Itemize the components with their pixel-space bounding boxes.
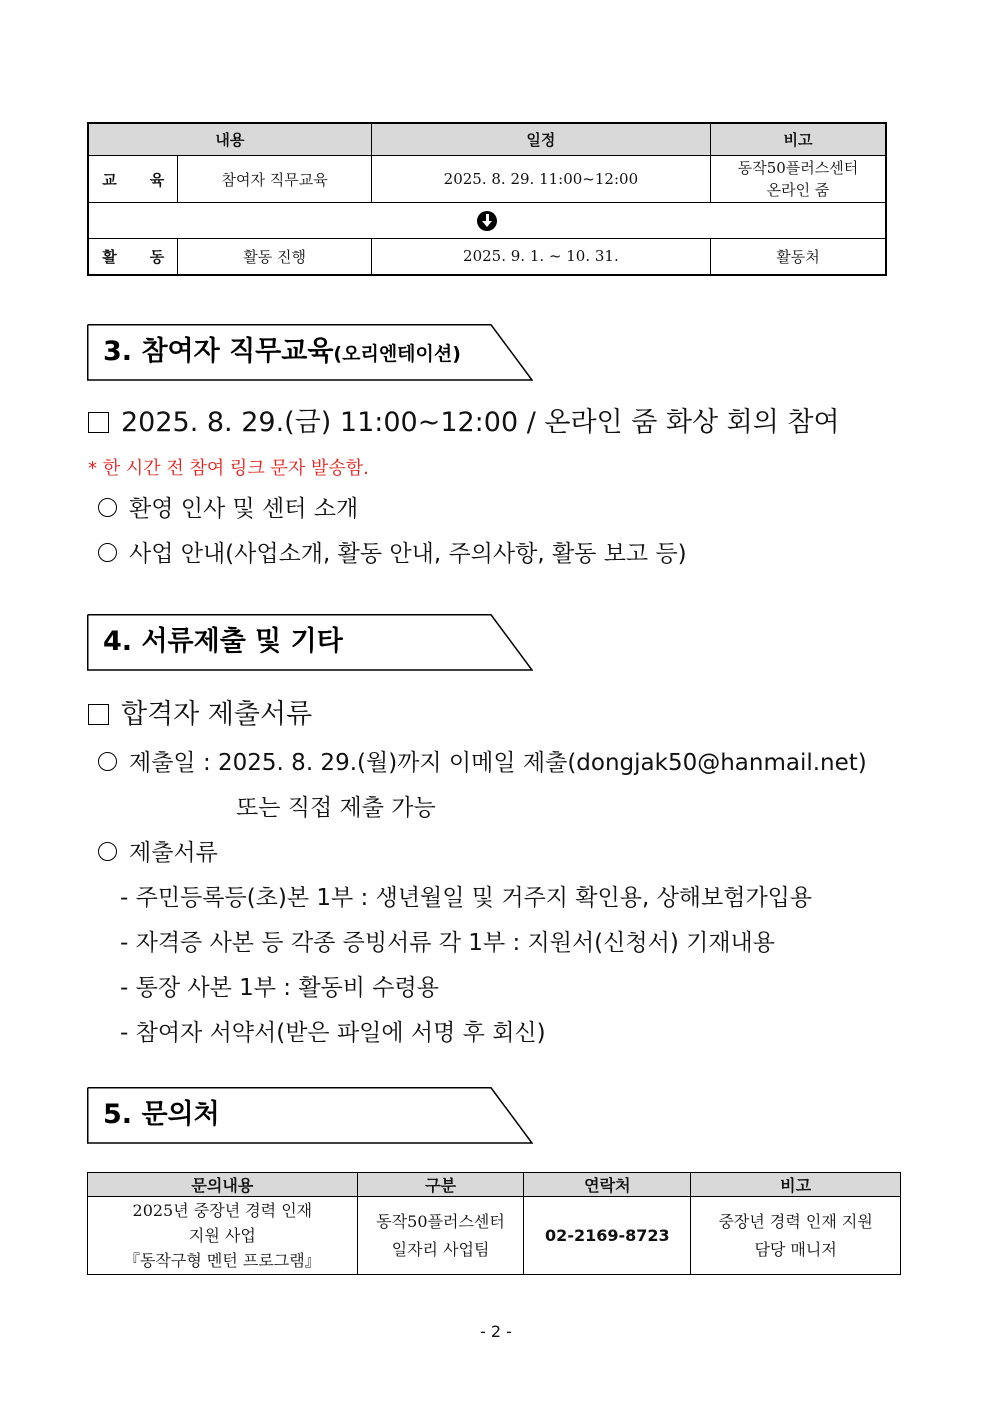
schedule-date: 2025. 9. 1. ~ 10. 31. bbox=[371, 239, 710, 275]
section-4-header bbox=[87, 614, 533, 670]
checkbox-square-icon bbox=[88, 704, 109, 725]
submit-date: 제출일 : 2025. 8. 29.(월)까지 이메일 제출(dongjak50@hanmail.net) bbox=[98, 744, 867, 777]
schedule-category: 활 동 bbox=[88, 239, 178, 275]
contact-header-remark: 비고 bbox=[691, 1173, 901, 1197]
schedule-date: 2025. 8. 29. 11:00~12:00 bbox=[371, 156, 710, 203]
table-row bbox=[88, 239, 886, 275]
list-item: - 참여자 서약서(받은 파일에 서명 후 회신) bbox=[120, 1020, 546, 1046]
table-row bbox=[88, 156, 886, 203]
schedule-header-note: 비고 bbox=[710, 123, 886, 156]
submit-date-cont: 또는 직접 제출 가능 bbox=[236, 795, 436, 821]
contact-phone: 02-2169-8723 bbox=[524, 1197, 691, 1275]
list-item: 사업 안내(사업소개, 활동 안내, 주의사항, 활동 보고 등) bbox=[98, 535, 687, 568]
schedule-note: 동작50플러스센터 온라인 줌 bbox=[710, 156, 886, 203]
list-item: - 자격증 사본 등 각종 증빙서류 각 1부 : 지원서(신청서) 기재내용 bbox=[120, 930, 775, 956]
contact-remark: 중장년 경력 인재 지원 담당 매니저 bbox=[691, 1197, 901, 1275]
section-5-title: 5. 문의처 bbox=[103, 1099, 220, 1130]
contact-table bbox=[87, 1172, 901, 1275]
schedule-table bbox=[87, 122, 887, 276]
arrow-row bbox=[88, 203, 886, 239]
section-3-main-item: 2025. 8. 29.(금) 11:00~12:00 / 온라인 줌 화상 회의 참여 bbox=[88, 400, 840, 439]
contact-inquiry: 2025년 중장년 경력 인재 지원 사업 『동작구형 멘턴 프로그램』 bbox=[88, 1197, 358, 1275]
contact-header-division: 구분 bbox=[357, 1173, 524, 1197]
docs-label: 제출서류 bbox=[98, 834, 218, 867]
table-row bbox=[88, 1197, 901, 1275]
circle-bullet-icon bbox=[98, 498, 117, 517]
schedule-note: 활동처 bbox=[710, 239, 886, 275]
contact-header-row bbox=[88, 1173, 901, 1197]
contact-header-contact: 연락처 bbox=[524, 1173, 691, 1197]
contact-division: 동작50플러스센터 일자리 사업팀 bbox=[357, 1197, 524, 1275]
circle-bullet-icon bbox=[98, 842, 117, 861]
schedule-header-date: 일정 bbox=[371, 123, 710, 156]
schedule-header-content: 내용 bbox=[88, 123, 371, 156]
down-arrow-circle-icon bbox=[477, 211, 497, 231]
section-5-header bbox=[87, 1087, 533, 1143]
schedule-category: 교 육 bbox=[88, 156, 178, 203]
section-3-note: * 한 시간 전 참여 링크 문자 발송함. bbox=[88, 458, 369, 479]
list-item: - 통장 사본 1부 : 활동비 수령용 bbox=[120, 975, 439, 1001]
circle-bullet-icon bbox=[98, 752, 117, 771]
section-4-title: 4. 서류제출 및 기타 bbox=[103, 626, 343, 657]
schedule-content: 참여자 직무교육 bbox=[178, 156, 371, 203]
circle-bullet-icon bbox=[98, 543, 117, 562]
list-item: 환영 인사 및 센터 소개 bbox=[98, 490, 358, 523]
list-item: - 주민등록등(초)본 1부 : 생년월일 및 거주지 확인용, 상해보험가입용 bbox=[120, 885, 813, 911]
contact-header-inquiry: 문의내용 bbox=[88, 1173, 358, 1197]
checkbox-square-icon bbox=[88, 412, 109, 433]
section-3-header bbox=[87, 324, 533, 380]
section-4-main-item: 합격자 제출서류 bbox=[88, 692, 312, 731]
schedule-header-row bbox=[88, 123, 886, 156]
page-number: - 2 - bbox=[480, 1322, 512, 1341]
section-3-title: 3. 참여자 직무교육(오리엔테이션) bbox=[103, 336, 461, 367]
schedule-content: 활동 진행 bbox=[178, 239, 371, 275]
